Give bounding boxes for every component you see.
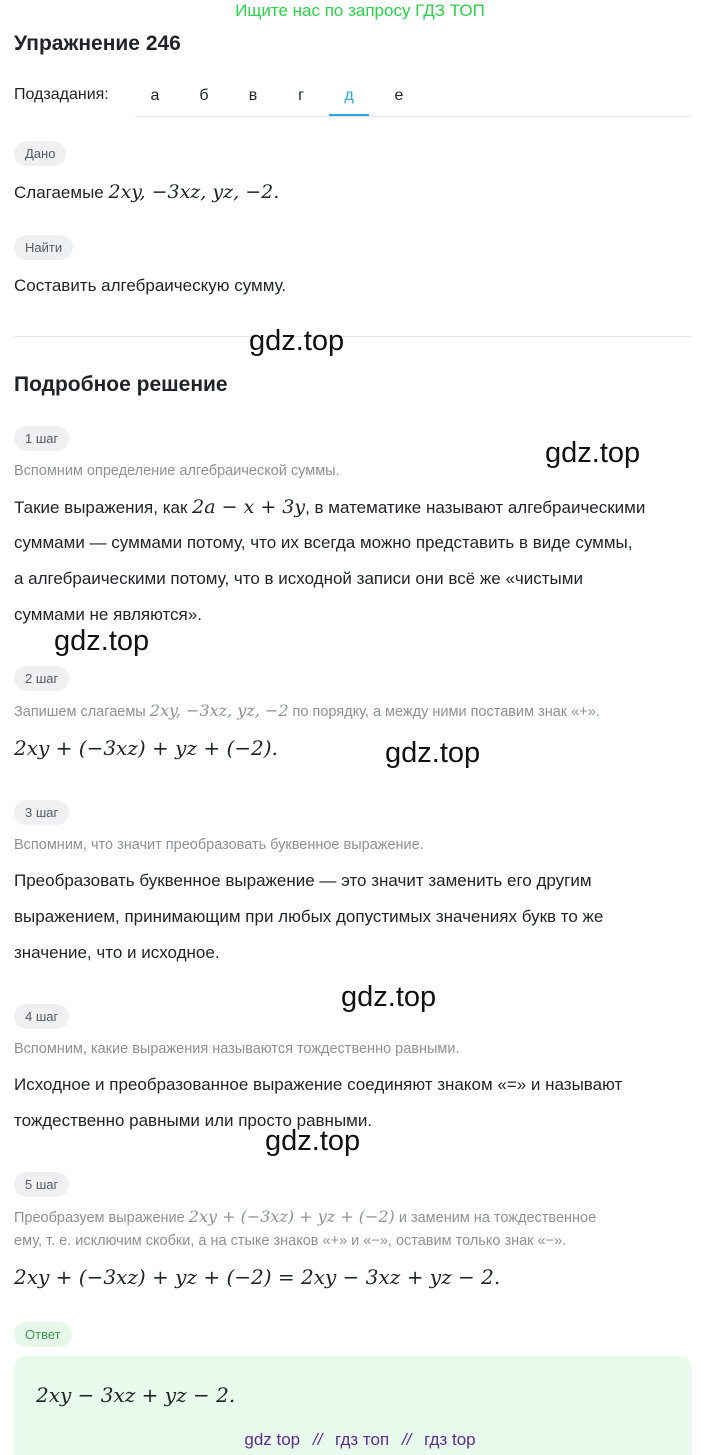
step-4-hint: Вспомним, какие выражения называются тождественно равными. (14, 1041, 460, 1057)
watermark: gdz.top (341, 981, 437, 1013)
tab-b[interactable]: б (199, 87, 209, 104)
answer-math: 2xy − 3xz + yz − 2. (36, 1383, 236, 1407)
step-2-hint (14, 700, 600, 723)
subtask-tabs (135, 76, 692, 117)
footer-link-2[interactable]: гдз топ (335, 1430, 390, 1449)
watermark: gdz.top (545, 437, 641, 469)
step-1-chip: 1 шаг (14, 426, 69, 451)
footer-link-3[interactable]: гдз top (424, 1430, 476, 1449)
footer-link-1[interactable]: gdz top (244, 1430, 301, 1449)
tab-v[interactable]: в (248, 87, 258, 104)
step-4-chip: 4 шаг (14, 1004, 69, 1029)
step-1-line-2: суммами — суммами потому, что их всегда можно представить в виде суммы, (14, 533, 633, 552)
given-text (14, 174, 279, 211)
step-1-hint: Вспомним определение алгебраической суммы. (14, 463, 340, 479)
step-1-text-pre: Такие выражения, как (14, 498, 188, 517)
tab-a[interactable]: а (150, 87, 160, 104)
step-1-text-post: , в математике называют алгебраическими (305, 498, 646, 517)
step-5-hint-line-2: ему, т. е. исключим скобки, а на стыке знаков «+» и «−», оставим только знак «−». (14, 1233, 567, 1249)
step-3-line-3: значение, что и исходное. (14, 943, 220, 962)
step-1-line-4: суммами не являются». (14, 605, 202, 624)
step-1-line-1 (14, 489, 645, 526)
step-1-math: 2a − x + 3y (192, 496, 306, 518)
watermark: gdz.top (249, 325, 345, 357)
solution-title: Подробное решение (14, 373, 228, 396)
top-banner[interactable]: Ищите нас по запросу ГДЗ ТОП (235, 1, 485, 20)
footer-separator: // (312, 1430, 323, 1449)
step-5-chip: 5 шаг (14, 1172, 69, 1197)
step-3-hint: Вспомним, что значит преобразовать буквенное выражение. (14, 837, 424, 853)
step-2-hint-pre: Запишем слагаемы (14, 704, 146, 720)
page-title: Упражнение 246 (14, 32, 181, 55)
step-2-chip: 2 шаг (14, 666, 69, 691)
step-4-line-1: Исходное и преобразованное выражение соединяют знаком «=» и называют (14, 1075, 623, 1094)
find-chip: Найти (14, 235, 73, 260)
step-3-line-1: Преобразовать буквенное выражение — это значит заменить его другим (14, 871, 592, 890)
step-5-hint-pre: Преобразуем выражение (14, 1210, 185, 1226)
step-1-line-3: а алгебраическими потому, что в исходной записи они всё же «чистыми (14, 569, 583, 588)
step-2-hint-math: 2xy, −3xz, yz, −2 (149, 701, 289, 720)
step-5-hint-line-1 (14, 1206, 596, 1229)
watermark: gdz.top (54, 625, 150, 657)
step-2-hint-post: по порядку, а между ними поставим знак «+». (292, 704, 600, 720)
footer-links (0, 1430, 720, 1450)
find-text: Составить алгебраическую сумму. (14, 276, 287, 295)
watermark: gdz.top (265, 1125, 361, 1157)
tab-g[interactable]: г (298, 87, 304, 104)
step-2-math: 2xy + (−3xz) + yz + (−2). (14, 736, 278, 760)
given-chip: Дано (14, 141, 66, 166)
subtasks-label: Подзадания: (14, 86, 109, 103)
footer-separator: // (401, 1430, 412, 1449)
step-5-hint-math: 2xy + (−3xz) + yz + (−2) (188, 1207, 395, 1226)
step-4-line-2: тождественно равными или просто равными. (14, 1111, 373, 1130)
step-5-math: 2xy + (−3xz) + yz + (−2) = 2xy − 3xz + yz − 2. (14, 1265, 501, 1289)
tab-d[interactable]: д (329, 76, 369, 116)
step-3-chip: 3 шаг (14, 800, 69, 825)
divider (14, 336, 692, 337)
watermark: gdz.top (385, 737, 481, 769)
step-3-line-2: выражением, принимающим при любых допустимых значениях букв то же (14, 907, 604, 926)
given-prefix: Слагаемые (14, 183, 104, 202)
answer-chip: Ответ (14, 1322, 72, 1347)
given-math: 2xy, −3xz, yz, −2. (108, 181, 280, 203)
tab-e[interactable]: е (394, 87, 404, 104)
step-5-hint-post: и заменим на тождественное (398, 1210, 597, 1226)
